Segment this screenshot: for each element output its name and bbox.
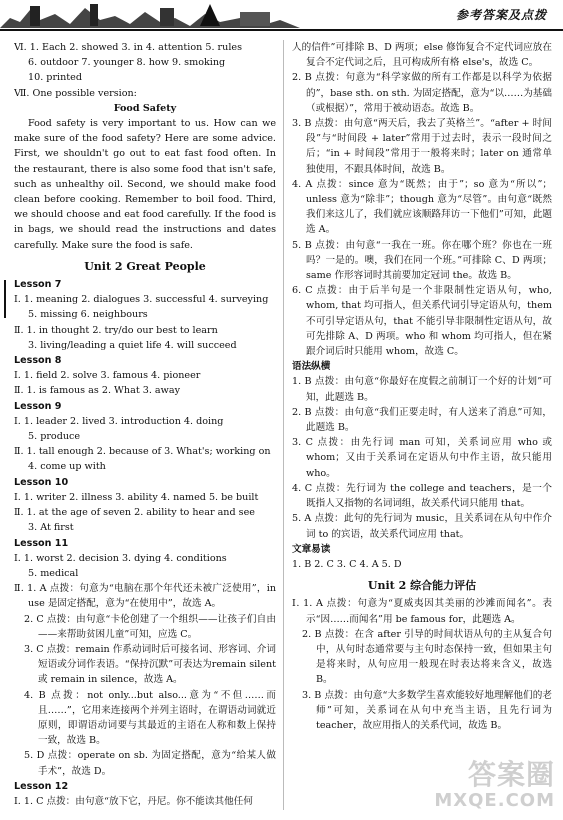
explanation-item: 3. C 点拨：remain 作系动词时后可接名词、形容词、介词短语或分词作表语。“保持沉默”可表达为remain silent 或 remain in silence，故选 A。	[24, 643, 276, 686]
lesson-heading: Lesson 10	[14, 476, 69, 488]
section-heading-grammar: 语法纵横	[292, 361, 331, 373]
answer-line: 3. At first	[28, 522, 74, 534]
answer-line: Ⅰ. 1. field 2. solve 3. famous 4. pioneer	[14, 370, 201, 382]
lesson-heading: Lesson 12	[14, 780, 69, 792]
answer-line: Ⅱ. 1. tall enough 2. because of 3. What's; working on	[14, 446, 271, 458]
explanation-item: 2. C 点拨：由句意“卡伦创建了一个组织——让孩子们自由——来帮助贫困儿童”可知，应选 C。	[24, 613, 276, 640]
answer-line: Ⅰ. 1. writer 2. illness 3. ability 4. named 5. be built	[14, 491, 259, 503]
answer-line: Ⅵ. 1. Each 2. showed 3. in 4. attention 5. rules	[14, 42, 242, 53]
column-divider	[283, 40, 284, 810]
left-column	[14, 40, 276, 809]
explanation-item: 4. B 点拨：not only...but also...意为“不但……而且……”，它用来连接两个并列主语时，在谓语动词就近原则，即谓语动词要与其最近的主语在人称和数上保持一致，故选 B。	[24, 689, 276, 747]
explanation-item: 2. B 点拨：由句意“我们正要走时，有人送来了消息”可知，此题选 B。	[292, 406, 552, 434]
explanation-item: 6. C 点拨：由于后半句是一个非限制性定语从句，who, whom, that 均可指人，但关系代词引导定语从句，them 不可引导定语从句，that 不能引导非限制性定语从句，故可先排除 A、D 两项。who 和 whom 均可指人，但在紧跟介词后时只能用 whom，故选 C。	[292, 285, 552, 358]
answer-line: 1. B 2. C 3. C 4. A 5. D	[292, 558, 402, 570]
watermark	[434, 758, 555, 814]
essay-body: Food safety is very important to us. How can we make sure of the food safety? Here are some advice. First, we shouldn't go out to eat fast food often. In the restaurant, there is also some food that isn't safe, such as unhealthy oil. Second, we should make food clean before cooking. Remember to boil food. Third, we should choose and eat food carefully. If the food is in bags, we should read the instructions and dates carefully. Make sure the food is safe.	[14, 118, 276, 251]
unit-eval-title: Unit 2 综合能力评估	[367, 579, 477, 593]
answer-line: Ⅰ. 1. meaning 2. dialogues 3. successful 4. surveying	[14, 294, 269, 306]
unit-title: Unit 2 Great People	[84, 259, 206, 273]
explanation-item: 5. D 点拨：operate on sb. 为固定搭配，意为“给某人做手术”，故选 D。	[24, 750, 276, 777]
lesson-heading: Lesson 9	[14, 400, 62, 412]
essay-title: Food Safety	[113, 102, 177, 114]
answer-line: Ⅰ. 1. worst 2. decision 3. dying 4. conditions	[14, 552, 227, 564]
header-brand: 参考答案及点拨	[455, 8, 547, 22]
lesson-heading: Lesson 11	[14, 537, 69, 549]
explanation-item: 1. B 点拨：由句意“你最好在度假之前制订一个好的计划”可知，此题选 B。	[292, 376, 552, 403]
answer-line: 4. come up with	[28, 461, 106, 473]
answer-line: 10. printed	[28, 72, 82, 84]
explanation-item: 2. B 点拨：句意为“科学家做的所有工作都是以科学为依据的”，base sth. on sth. 为固定搭配，意为“以……为基础（或根据）”，常用于被动语态。故选 B。	[292, 72, 552, 114]
explanation-item: Ⅱ. 1. A 点拨：句意为“电脑在那个年代还未被广泛使用”，in use 是固定搭配，意为“在使用中”，故选 A。	[14, 583, 276, 610]
answer-line: 6. outdoor 7. younger 8. how 9. smoking	[28, 57, 226, 69]
answer-line: Ⅱ. 1. is famous as 2. What 3. away	[14, 385, 180, 397]
explanation-item: 5. A 点拨：此句的先行词为 music，且关系词在从句中作介词 to 的宾语，故关系代词应用 that。	[292, 513, 552, 540]
explanation-item: 3. C 点拨：由先行词 man 可知，关系词应用 who 或 whom；又由于关系词在定语从句中作主语，故只能用 who。	[292, 437, 552, 479]
section-heading-reading: 文章易读	[292, 543, 331, 555]
explanation-item: 4. C 点拨：先行词为 the college and teachers，是一个既指人又指物的名词词组，故关系代词只能用 that。	[292, 482, 552, 510]
answer-line: Ⅱ. 1. in thought 2. try/do our best to learn	[14, 324, 218, 336]
explanation-item: Ⅰ. 1. A 点拨：句意为“夏威夷因其美丽的沙滩而闻名”。表示“因……而闻名”用 be famous for，此题选 A。	[292, 598, 552, 625]
answer-line: 3. living/leading a quiet life 4. will succeed	[28, 339, 237, 351]
explanation-item: 3. B 点拨：由句意“大多数学生喜欢能较好地理解他们的老师”可知，关系词在从句中充当主语，且先行词为 teacher，故应用指人的关系代词，故选 B。	[302, 689, 552, 731]
answer-line: 5. medical	[28, 567, 79, 579]
margin-bar	[4, 280, 6, 318]
explanation-item: 2. B 点拨：在含 after 引导的时间状语从句的主从复合句中，从句时态通常要与主句时态保持一致，但如果主句是将来时，从句应用一般现在时表达将来含义，故选 B。	[302, 628, 552, 686]
lesson-heading: Lesson 8	[14, 355, 62, 367]
explanation-item: Ⅰ. 1. C 点拨：由句意“放下它，丹尼。你不能读其他任何	[14, 795, 253, 807]
answer-line: Ⅰ. 1. leader 2. lived 3. introduction 4. doing	[14, 415, 224, 427]
answer-line: Ⅱ. 1. at the age of seven 2. ability to hear and see	[14, 507, 255, 519]
watermark-sub: MXQE.COM	[434, 790, 555, 811]
watermark-main: 答案圈	[467, 758, 555, 791]
lesson-heading: Lesson 7	[14, 279, 62, 291]
explanation-item: 5. B 点拨：由句意“一我在一班。你在哪个班？你也在一班吗？一是的。噢，我们在同一个班。”可排除 C、D 两项；same 作形容词时其前要加定冠词 the。故选 B。	[292, 239, 552, 282]
explanation-item: 4. A 点拨：since 意为“既然；由于”；so 意为“所以”；unless 意为“除非”；though 意为“尽管”。由句意“既然我们来这儿了，我们就应该顺路拜访一下他们”可知，此题选 A。	[292, 178, 552, 236]
answer-line: 5. missing 6. neighbours	[28, 309, 148, 321]
right-column	[292, 40, 552, 733]
explanation-item: 3. B 点拨：由句意“两天后，我去了英格兰”。“after + 时间段”与“时间段 + later”常用于过去时，表示一段时间之后；“in + 时间段”常用于一般将来时；later on 通常单独使用，不跟具体时间，故选 B。	[292, 118, 552, 175]
answer-line: Ⅶ. One possible version:	[14, 87, 137, 99]
header-rule	[0, 29, 563, 31]
explanation-item: 人的信件”可排除 B、D 两项；else 修饰复合不定代词应放在复合不定代词之后，且可构成所有格 else's，故选 C。	[292, 42, 552, 69]
answer-line: 5. produce	[28, 431, 81, 443]
